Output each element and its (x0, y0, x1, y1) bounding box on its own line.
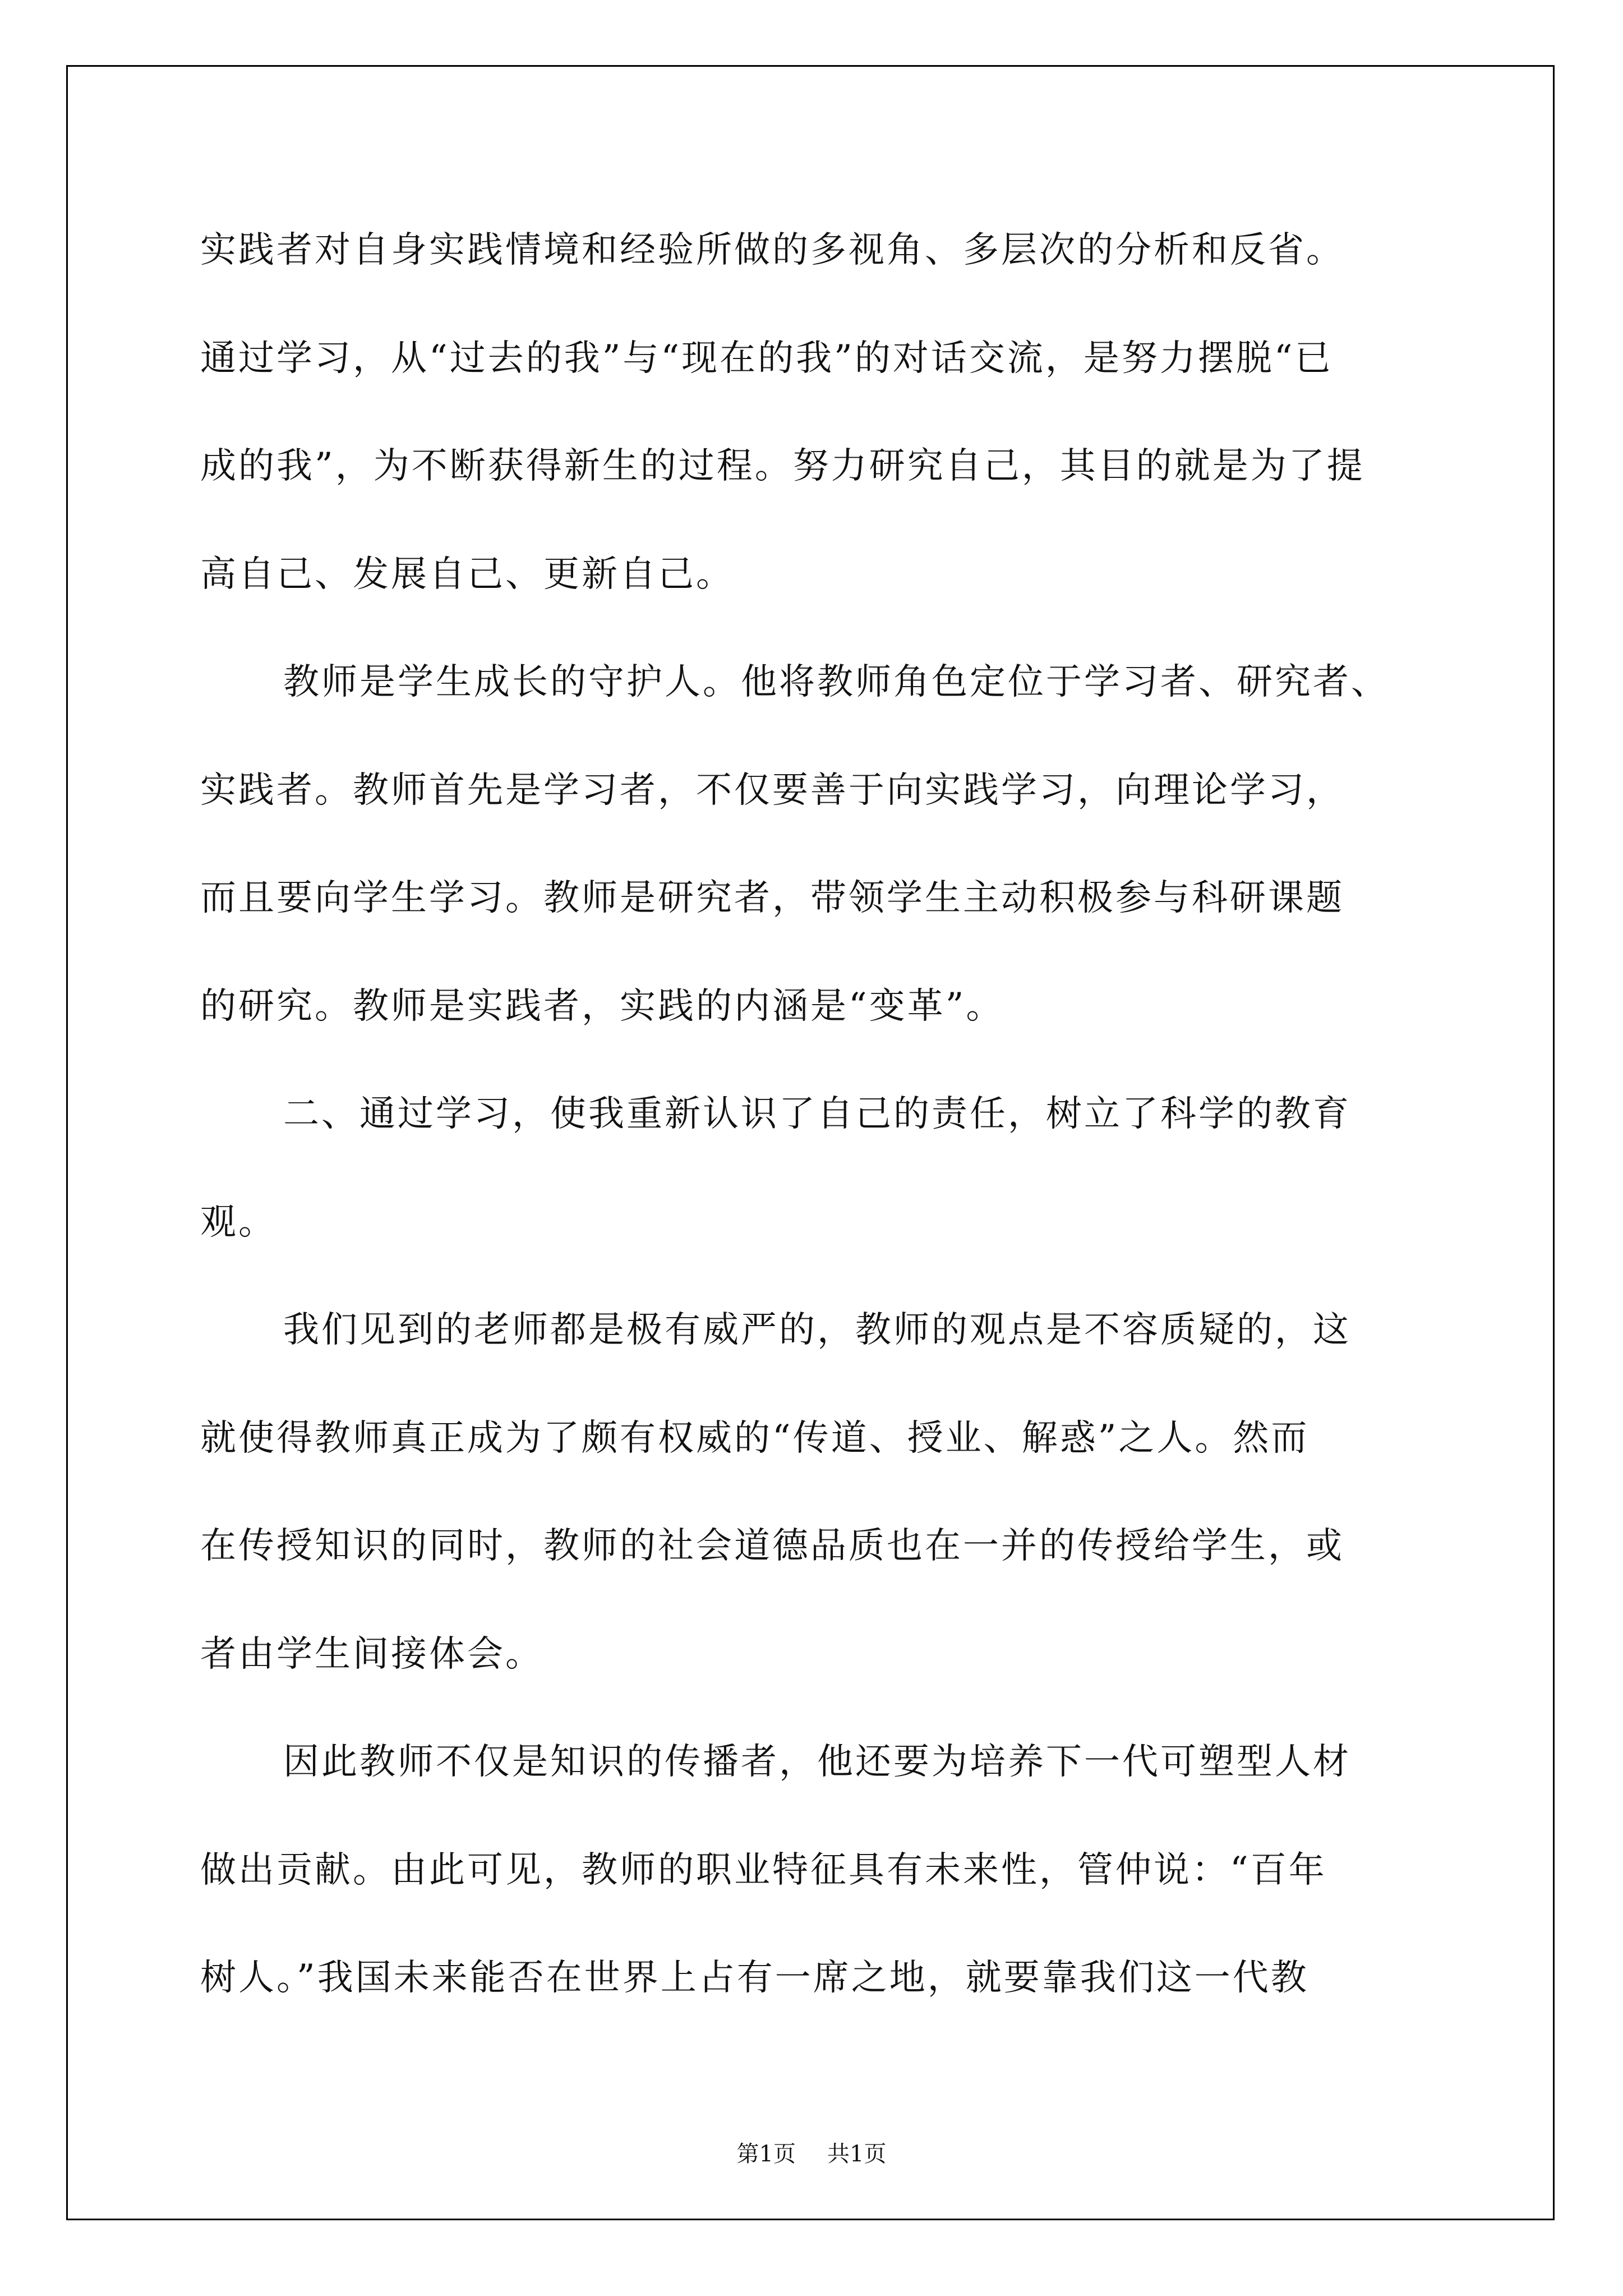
text-line: 就使得教师真正成为了颇有权威的“传道、授业、解惑”之人。然而 (200, 1418, 1310, 1459)
text-line: 做出贡献。由此可见，教师的职业特征具有未来性，管仲说：“百年 (200, 1849, 1327, 1891)
page-border (66, 65, 1555, 2220)
text-line: 成的我”，为不断获得新生的过程。努力研究自己，其目的就是为了提 (200, 445, 1365, 487)
total-pages: 共1页 (827, 2141, 887, 2167)
text-line: 树人。”我国未来能否在世界上占有一席之地，就要靠我们这一代教 (200, 1957, 1309, 1999)
text-line: 高自己、发展自己、更新自己。 (200, 554, 734, 595)
paragraph-first-line: 因此教师不仅是知识的传播者，他还要为培养下一代可塑型人材 (283, 1741, 1351, 1783)
section-heading-line: 二、通过学习，使我重新认识了自己的责任，树立了科学的教育 (283, 1093, 1351, 1135)
text-line: 通过学习，从“过去的我”与“现在的我”的对话交流，是努力摆脱“已 (200, 338, 1333, 379)
text-line: 在传授知识的同时，教师的社会道德品质也在一并的传授给学生，或 (200, 1525, 1344, 1567)
page-number: 第1页 (736, 2141, 796, 2167)
text-line: 实践者对自身实践情境和经验所做的多视角、多层次的分析和反省。 (200, 229, 1344, 271)
paragraph-first-line: 我们见到的老师都是极有威严的，教师的观点是不容质疑的，这 (283, 1309, 1351, 1351)
text-line: 实践者。教师首先是学习者，不仅要善于向实践学习，向理论学习， (200, 770, 1344, 811)
page-footer (0, 2136, 1623, 2168)
text-line: 者由学生间接体会。 (200, 1634, 543, 1675)
paragraph-first-line: 教师是学生成长的守护人。他将教师角色定位于学习者、研究者、 (283, 661, 1389, 703)
text-line: 的研究。教师是实践者，实践的内涵是“变革”。 (200, 986, 1004, 1027)
text-line: 而且要向学生学习。教师是研究者，带领学生主动积极参与科研课题 (200, 877, 1344, 919)
text-line: 观。 (200, 1202, 276, 1243)
